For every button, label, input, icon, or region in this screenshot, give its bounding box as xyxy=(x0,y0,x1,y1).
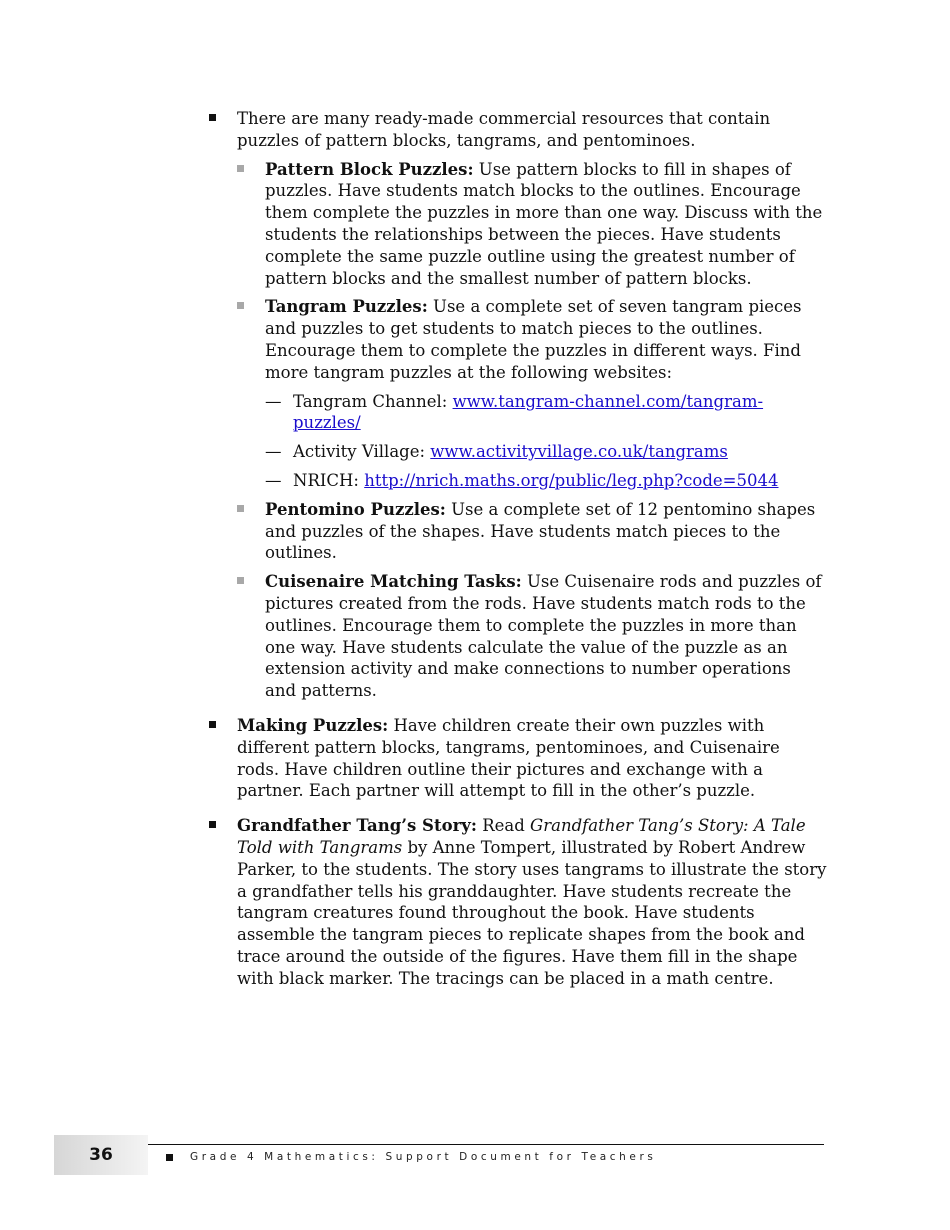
link-label: Tangram Channel: xyxy=(293,391,453,411)
dash-marker: — xyxy=(265,470,282,490)
tangram-channel-link[interactable]: www.tangram-channel.com/tangram-puzzles/ xyxy=(293,391,764,433)
grandfather-pre-text: Read xyxy=(476,816,531,836)
bullet-item-making-puzzles xyxy=(209,715,827,802)
square-bullet-icon xyxy=(209,721,216,728)
grey-square-bullet-icon xyxy=(237,505,244,512)
intro-text: There are many ready-made commercial resources that contain puzzles of pattern blocks, tangrams, and pentominoes. xyxy=(237,109,771,150)
tangram-text: Use a complete set of seven tangram pieces and puzzles to get students to match pieces to the outlines. Encourage them to complete the puzzles in different ways. Find more tangram puzzles at the following websites: xyxy=(265,297,802,382)
pentomino-title: Pentomino Puzzles: xyxy=(265,499,446,519)
square-bullet-icon xyxy=(209,114,216,121)
nrich-link[interactable]: http://nrich.maths.org/public/leg.php?code=5044 xyxy=(364,470,779,490)
grandfather-tang-text: by Anne Tompert, illustrated by Robert Andrew Parker, to the students. The story uses tangrams to illustrate the story a grandfather tells his granddaughter. Have students recreate the tangram creatures found throughout the book. Have students assemble the tangram pieces to replicate shapes from the book and trace around the outside of the figures. Have them fill in the shape with black marker. The tracings can be placed in a math centre. xyxy=(237,837,827,988)
dash-marker: — xyxy=(265,391,282,411)
pattern-block-text: Use pattern blocks to fill in shapes of puzzles. Have students match blocks to the outlines. Encourage them complete the puzzles in more than one way. Discuss with the students the relationships between the pieces. Have students complete the same puzzle outline using the greatest number of pattern blocks and the smallest number of pattern blocks. xyxy=(265,159,823,288)
bullet-item-grandfather-tang xyxy=(209,815,827,989)
grey-square-bullet-icon xyxy=(237,302,244,309)
page-number-box xyxy=(54,1135,148,1175)
book-title: Grandfather Tang’s Story: A Tale Told with Tangrams xyxy=(237,816,806,857)
footer-divider xyxy=(148,1144,824,1145)
grey-square-bullet-icon xyxy=(237,165,244,172)
page-number: 36 xyxy=(89,1145,113,1165)
grey-square-bullet-icon xyxy=(237,577,244,584)
cuisenaire-title: Cuisenaire Matching Tasks: xyxy=(265,572,522,592)
footer-square-bullet-icon xyxy=(166,1154,173,1161)
document-body xyxy=(209,108,827,989)
tangram-title: Tangram Puzzles: xyxy=(265,297,428,317)
footer-document-title: Grade 4 Mathematics: Support Document for Teachers xyxy=(190,1151,657,1163)
pattern-block-title: Pattern Block Puzzles: xyxy=(265,159,474,179)
activity-village-link[interactable]: www.activityvillage.co.uk/tangrams xyxy=(430,442,728,462)
grandfather-tang-title: Grandfather Tang’s Story: xyxy=(237,816,477,836)
resource-sublist xyxy=(237,159,827,702)
link-label: Activity Village: xyxy=(293,442,431,462)
sub-item-pentomino xyxy=(237,499,827,564)
sub-item-cuisenaire xyxy=(237,571,827,702)
making-puzzles-text: Have children create their own puzzles with different pattern blocks, tangrams, pentominoes, and Cuisenaire rods. Have children outline their pictures and exchange with a partner. Each partner will attempt to fill in the other’s puzzle. xyxy=(237,715,780,801)
pentomino-text: Use a complete set of 12 pentomino shapes and puzzles of the shapes. Have students match pieces to the outlines. xyxy=(265,499,816,563)
sub-item-tangram xyxy=(237,296,827,491)
link-item-activity-village xyxy=(265,441,827,463)
sub-item-pattern-block xyxy=(237,159,827,290)
link-label: NRICH: xyxy=(293,470,365,490)
making-puzzles-title: Making Puzzles: xyxy=(237,715,389,735)
bullet-item-intro xyxy=(209,108,827,702)
cuisenaire-text: Use Cuisenaire rods and puzzles of pictures created from the rods. Have students match rods to the outlines. Encourage them to complete the puzzles in more than one way. Have students calculate the value of the puzzle as an extension activity and make connections to number operations and patterns. xyxy=(265,572,822,701)
link-item-nrich xyxy=(265,470,827,492)
dash-marker: — xyxy=(265,442,282,462)
square-bullet-icon xyxy=(209,821,216,828)
link-item-tangram-channel xyxy=(265,391,827,435)
